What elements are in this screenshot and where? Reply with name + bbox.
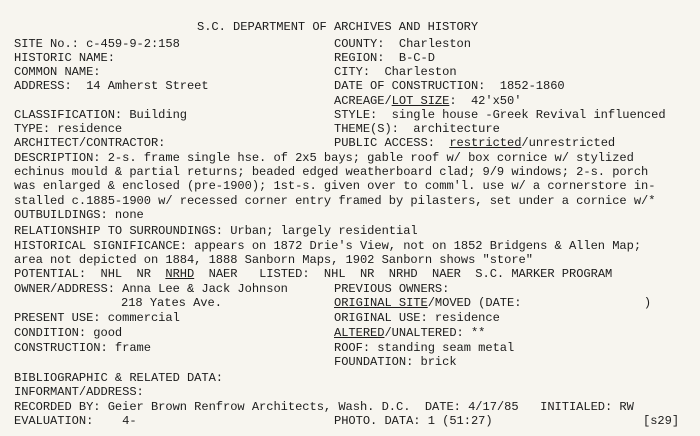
- recorded-by: RECORDED BY: Geier Brown Renfrow Architects, Wash. D.C. DATE: 4/17/85 INITIALED: RW: [14, 400, 634, 414]
- public-access-unrestricted: /unrestricted: [521, 136, 616, 150]
- altered: ALTERED: [334, 326, 385, 340]
- condition: CONDITION: good: [14, 326, 123, 340]
- style: STYLE: single house -Greek Revival influenced: [334, 108, 666, 122]
- acreage-lot-size: [334, 94, 521, 108]
- altered-unaltered: [334, 326, 485, 340]
- page-code: [s29]: [643, 414, 680, 428]
- unaltered: /UNALTERED: **: [384, 326, 486, 340]
- original-site: ORIGINAL SITE: [334, 296, 428, 310]
- region: REGION: B-C-D: [334, 51, 435, 65]
- potential-post: NAER LISTED: NHL NR NRHD NAER S.C. MARKER PROGRAM: [194, 267, 613, 281]
- historical-significance-line: area not depicted on 1884, 1888 Sanborn Maps, 1902 Sanborn shows "store": [14, 253, 533, 267]
- lot-size-value: : 42'x50': [449, 94, 522, 108]
- previous-owners: PREVIOUS OWNERS:: [334, 282, 450, 296]
- themes: THEME(S): architecture: [334, 122, 500, 136]
- description-line: was enlarged & enclosed (pre-1900); 1st-s. given over to comm'l. use w/ a cornerstore in-: [14, 179, 656, 193]
- county: COUNTY: Charleston: [334, 37, 471, 51]
- construction: CONSTRUCTION: frame: [14, 341, 151, 355]
- bibliographic-data: BIBLIOGRAPHIC & RELATED DATA:: [14, 371, 224, 385]
- relationship-to-surroundings: RELATIONSHIP TO SURROUNDINGS: Urban; largely residential: [14, 224, 418, 238]
- informant-address: INFORMANT/ADDRESS:: [14, 385, 144, 399]
- address: ADDRESS: 14 Amherst Street: [14, 79, 209, 93]
- public-access-label: PUBLIC ACCESS:: [334, 136, 450, 150]
- city: CITY: Charleston: [334, 65, 457, 79]
- historic-name: HISTORIC NAME:: [14, 51, 115, 65]
- moved-date: /MOVED (DATE: ): [427, 296, 652, 310]
- foundation: FOUNDATION: brick: [334, 355, 457, 369]
- date-of-construction: DATE OF CONSTRUCTION: 1852-1860: [334, 79, 565, 93]
- roof: ROOF: standing seam metal: [334, 341, 515, 355]
- potential-nrhd: NRHD: [165, 267, 195, 281]
- lot-size-label: LOT SIZE: [391, 94, 450, 108]
- public-access-restricted: restricted: [449, 136, 522, 150]
- type: TYPE: residence: [14, 122, 123, 136]
- present-use: PRESENT USE: commercial: [14, 311, 180, 325]
- owner-address-line2: 218 Yates Ave.: [121, 296, 222, 310]
- potential-pre: POTENTIAL: NHL NR: [14, 267, 166, 281]
- outbuildings: OUTBUILDINGS: none: [14, 208, 144, 222]
- potential-listed: [14, 267, 612, 281]
- common-name: COMMON NAME:: [14, 65, 101, 79]
- public-access: [334, 136, 615, 150]
- description-line: stalled c.1885-1900 w/ recessed corner entry framed by pilasters, set under a cornice w/*: [14, 194, 656, 208]
- owner-address: OWNER/ADDRESS: Anna Lee & Jack Johnson: [14, 282, 288, 296]
- description-line: DESCRIPTION: 2-s. frame single hse. of 2x5 bays; gable roof w/ box cornice w/ stylized: [14, 151, 634, 165]
- photo-data: PHOTO. DATA: 1 (51:27): [334, 414, 493, 428]
- original-site-moved: [334, 296, 651, 310]
- description-line: echinus mould & partial returns; beaded edged weatherboard clad; 9/9 windows; 2-s. porch: [14, 165, 649, 179]
- acreage-label: ACREAGE/: [334, 94, 392, 108]
- site-no: SITE No.: c-459-9-2:158: [14, 37, 180, 51]
- architect-contractor: ARCHITECT/CONTRACTOR:: [14, 136, 166, 150]
- form-header: S.C. DEPARTMENT OF ARCHIVES AND HISTORY: [197, 20, 479, 34]
- original-use: ORIGINAL USE: residence: [334, 311, 500, 325]
- classification: CLASSIFICATION: Building: [14, 108, 187, 122]
- evaluation: EVALUATION: 4-: [14, 414, 137, 428]
- historical-significance-line: HISTORICAL SIGNIFICANCE: appears on 1872 Drie's View, not on 1852 Bridgens & Allen Map;: [14, 239, 642, 253]
